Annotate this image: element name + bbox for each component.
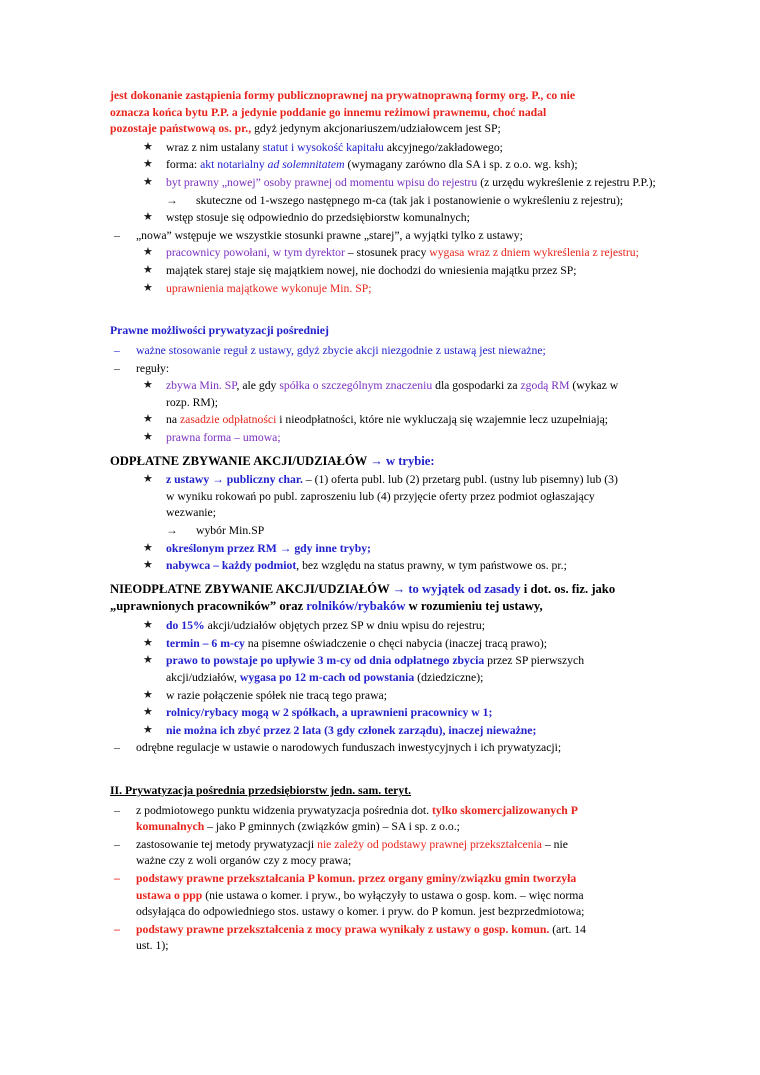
- list-item-dash: [110, 228, 702, 245]
- list-item: [110, 723, 702, 740]
- dash-icon: –: [114, 228, 120, 242]
- star-icon: ★: [143, 140, 153, 153]
- section-heading: Prawne możliwości prywatyzacji pośredniej: [110, 324, 329, 338]
- heading-part: ODPŁATNE ZBYWANIE AKCJI/UDZIAŁÓW: [110, 453, 371, 468]
- list-item-dash: [110, 740, 702, 757]
- list-item-arrow: [110, 193, 702, 210]
- dash-text: reguły:: [136, 361, 170, 375]
- bullet-text: w razie połączenie spółek nie tracą tego prawa;: [166, 688, 387, 702]
- dash-icon: –: [114, 361, 120, 375]
- list-item-dash: [110, 871, 702, 921]
- section-heading-odplatne: [110, 453, 702, 471]
- list-item: [110, 472, 702, 522]
- list-item: [110, 430, 702, 447]
- list-item: [110, 210, 702, 227]
- list-item: [110, 705, 702, 722]
- dash-text-continued: (nie ustawa o komer. i pryw., bo wyłączyły to ustawa o gosp. kom. – więc norma: [202, 888, 584, 902]
- bullet-text-continued: rozp. RM);: [166, 395, 218, 409]
- star-icon: ★: [143, 413, 153, 426]
- list-item-dash: [110, 837, 702, 870]
- list-item: [110, 157, 702, 174]
- list-item: [110, 618, 702, 635]
- intro-tail: gdyż jedynym akcjonariuszem/udziałowcem jest SP;: [251, 122, 501, 136]
- bullet-text: – (1) oferta publ. lub (2) przetarg publ. (ustny lub pisemny) lub (3): [302, 473, 618, 487]
- star-icon: ★: [143, 636, 153, 649]
- bullet-text: zgodą RM: [520, 379, 570, 393]
- dash-icon: –: [114, 922, 120, 936]
- dash-text-continued: ustawa o ppp: [136, 888, 203, 902]
- intro-line-1: jest dokonanie zastąpienia formy publicznoprawnej na prywatnoprawną formy org. P., co nie: [110, 89, 576, 102]
- bullet-text: prawna forma – umowa;: [166, 430, 281, 444]
- bullet-text: zbywa Min. SP: [166, 379, 237, 393]
- dash-text: – nie: [541, 837, 568, 851]
- section-heading-ii: II. Prywatyzacja pośrednia przedsiębiorstw jedn. sam. teryt.: [110, 783, 412, 797]
- heading-part: NIEODPŁATNE ZBYWANIE AKCJI/UDZIAŁÓW: [110, 581, 393, 596]
- arrow-icon: →: [166, 524, 178, 538]
- bullet-text: pracownicy powołani, w tym dyrektor: [166, 246, 345, 260]
- list-item-dash: [110, 803, 702, 836]
- bullet-text: zasadzie odpłatności: [179, 413, 277, 427]
- bullet-text: na pisemne oświadczenie o chęci nabycia (inaczej tracą prawo);: [244, 636, 547, 650]
- bullet-text: – stosunek pracy: [344, 246, 430, 260]
- list-item: [110, 245, 702, 262]
- star-icon: ★: [143, 264, 153, 277]
- bullet-text: akcji/udziałów objętych przez SP w dniu wpisu do rejestru;: [204, 619, 485, 633]
- bullet-text: spółka o szczególnym znaczeniu: [279, 379, 433, 393]
- bullet-text-continued: (dziedziczne);: [414, 670, 484, 684]
- star-icon: ★: [143, 723, 153, 736]
- bullet-text: i nieodpłatności, które nie wykluczają się wzajemnie lecz uzupełniają;: [276, 413, 609, 427]
- bullet-text: dla gospodarki za: [432, 379, 521, 393]
- bullet-text: , bez względu na status prawny, w tym państwowe os. pr.;: [296, 559, 567, 573]
- dash-icon: –: [114, 803, 120, 817]
- bullet-text: rolnicy/rybacy mogą w 2 spółkach, a uprawnieni pracownicy w 1;: [166, 706, 493, 720]
- bullet-text-italic: ad solemnitatem: [267, 158, 345, 172]
- dash-text: zastosowanie tej metody prywatyzacji: [136, 837, 318, 851]
- dash-icon: –: [114, 837, 120, 851]
- bullet-text: majątek starej staje się majątkiem nowej, nie dochodzi do wniesienia majątku przez SP;: [166, 264, 577, 278]
- section-heading-nieodplatne: [110, 581, 702, 616]
- dash-text: ważne stosowanie reguł z ustawy, gdyż zbycie akcji niezgodnie z ustawą jest nieważne;: [136, 343, 546, 357]
- intro-line-3: pozostaje państwową os. pr.,: [110, 122, 252, 136]
- dash-icon: –: [114, 741, 120, 755]
- star-icon: ★: [143, 246, 153, 259]
- star-icon: ★: [143, 176, 153, 189]
- star-icon: ★: [143, 559, 153, 572]
- bullet-text: forma:: [166, 158, 201, 172]
- star-icon: ★: [143, 430, 153, 443]
- star-icon: ★: [143, 473, 153, 486]
- bullet-text: akt notarialny: [200, 158, 268, 172]
- bullet-text: termin – 6 m-cy: [166, 636, 245, 650]
- dash-text-continued: odsyłająca do odpowiedniego stos. ustawy o komer. i pryw. do P komun. jest bezprzedmiotowa;: [136, 905, 585, 919]
- bullet-text-continued: wygasa po 12 m-cach od powstania: [239, 670, 415, 684]
- list-item-dash: [110, 922, 702, 955]
- bullet-text: wygasa wraz z dniem wykreślenia z rejestru;: [429, 246, 639, 260]
- dash-icon: –: [114, 872, 120, 886]
- bullet-text: uprawnienia majątkowe wykonuje Min. SP;: [166, 281, 372, 295]
- bullet-text-continued: akcji/udziałów,: [166, 670, 240, 684]
- dash-text-continued: – jako P gminnych (związków gmin) – SA i sp. z o.o.;: [204, 820, 460, 834]
- dash-text: z podmiotowego punktu widzenia prywatyzacja pośrednia dot.: [136, 803, 432, 817]
- bullet-text: na: [166, 413, 180, 427]
- bullet-text: (z urzędu wykreślenie z rejestru P.P.);: [477, 176, 656, 190]
- bullet-text: (wykaz w: [569, 379, 619, 393]
- intro-line-2: oznacza końca bytu P.P. a jedynie poddanie go innemu reżimowi prawnemu, choć nadal: [110, 105, 547, 119]
- list-item: [110, 281, 702, 298]
- star-icon: ★: [143, 158, 153, 171]
- dash-text: nie zależy od podstawy prawnej przekształcenia: [317, 837, 542, 851]
- list-item: [110, 263, 702, 280]
- list-item: [110, 541, 702, 558]
- star-icon: ★: [143, 619, 153, 632]
- list-item-dash: [110, 361, 702, 378]
- bullet-text-continued: wezwanie;: [166, 506, 216, 520]
- heading-part: rolników/rybaków: [306, 599, 406, 614]
- dash-text: odrębne regulacje w ustawie o narodowych funduszach inwestycyjnych i ich prywatyzacji;: [136, 741, 562, 755]
- bullet-text: prawo to powstaje po upływie 3 m-cy od dnia odpłatnego zbycia: [166, 654, 485, 668]
- bullet-text: statut i wysokość kapitału: [262, 140, 384, 154]
- heading-part: „uprawnionych pracowników”: [110, 599, 277, 614]
- dash-icon: –: [114, 343, 120, 357]
- heading-part: → to wyjątek od zasady: [392, 581, 521, 596]
- bullet-text-continued: w wyniku rokowań po publ. zaproszeniu lub (4) przyjęcie oferty przez podmiot ogłaszający: [166, 489, 595, 503]
- heading-part: w rozumieniu tej ustawy,: [405, 599, 543, 614]
- bullet-text: akcyjnego/zakładowego;: [383, 140, 503, 154]
- list-item: [110, 558, 702, 575]
- dash-text-continued: ważne czy z woli organów czy z mocy prawa;: [136, 854, 352, 868]
- star-icon: ★: [143, 281, 153, 294]
- list-item: [110, 378, 702, 411]
- bullet-text: byt prawny „nowej” osoby prawnej od momentu wpisu do rejestru: [166, 176, 478, 190]
- dash-text-continued: ust. 1);: [136, 939, 169, 953]
- arrow-text: wybór Min.SP: [196, 524, 265, 538]
- list-item: [110, 140, 702, 157]
- dash-text-continued: komunalnych: [136, 820, 205, 834]
- star-icon: ★: [143, 706, 153, 719]
- dash-text: podstawy prawne przekształcania P komun. przez organy gminy/związku gmin tworzyła: [136, 872, 577, 886]
- bullet-text: , ale gdy: [236, 379, 280, 393]
- bullet-text: do 15%: [166, 619, 205, 633]
- heading-part: oraz: [276, 599, 307, 614]
- bullet-text: nabywca – każdy podmiot: [166, 559, 297, 573]
- star-icon: ★: [143, 688, 153, 701]
- list-item: [110, 653, 702, 686]
- bullet-text: (wymagany zarówno dla SA i sp. z o.o. wg. ksh);: [344, 158, 578, 172]
- list-item: [110, 412, 702, 429]
- bullet-text: z ustawy → publiczny char.: [166, 473, 303, 487]
- dash-text: (art. 14: [549, 922, 586, 936]
- list-item: [110, 688, 702, 705]
- bullet-text: wstęp stosuje się odpowiednio do przedsiębiorstw komunalnych;: [166, 211, 470, 225]
- dash-text: podstawy prawne przekształcenia z mocy prawa wynikały z ustawy o gosp. komun.: [136, 922, 550, 936]
- star-icon: ★: [143, 211, 153, 224]
- list-item-arrow: [110, 523, 702, 540]
- dash-text: tylko skomercjalizowanych P: [432, 803, 578, 817]
- bullet-text: nie można ich zbyć przez 2 lata (3 gdy członek zarządu), inaczej nieważne;: [166, 723, 537, 737]
- star-icon: ★: [143, 654, 153, 667]
- star-icon: ★: [143, 541, 153, 554]
- arrow-text: skuteczne od 1-wszego następnego m-ca (tak jak i postanowienie o wykreśleniu z rejestru);: [196, 193, 624, 207]
- list-item-dash: [110, 343, 702, 360]
- list-item: [110, 636, 702, 653]
- bullet-text: wraz z nim ustalany: [166, 140, 263, 154]
- arrow-icon: →: [166, 193, 178, 207]
- bullet-text: określonym przez RM → gdy inne tryby;: [166, 541, 371, 555]
- list-item: [110, 175, 702, 192]
- dash-text: „nowa” wstępuje we wszystkie stosunki prawne „starej”, a wyjątki tylko z ustawy;: [136, 228, 523, 242]
- intro-paragraph: [110, 88, 702, 138]
- heading-part: → w trybie:: [370, 453, 435, 468]
- heading-part: i dot. os. fiz. jako: [520, 581, 616, 596]
- star-icon: ★: [143, 379, 153, 392]
- bullet-text: przez SP pierwszych: [484, 654, 585, 668]
